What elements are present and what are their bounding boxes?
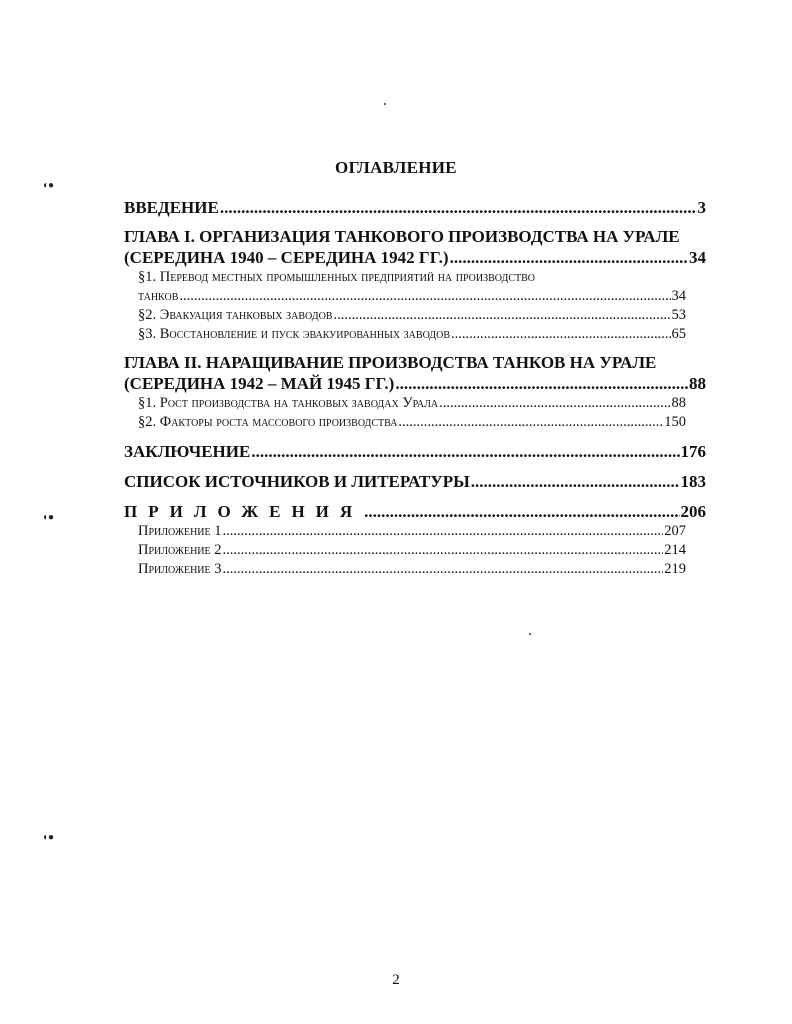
toc-entry-section-1-3 <box>124 325 686 344</box>
toc-entry-chapter-2 <box>124 373 706 394</box>
dot-leader <box>450 247 688 268</box>
dot-leader <box>251 441 679 462</box>
toc-entry-title: (СЕРЕДИНА 1940 – СЕРЕДИНА 1942 ГГ.) <box>124 248 449 267</box>
toc-entry-section-1-1 <box>124 287 686 306</box>
scan-speck <box>529 633 531 635</box>
toc-entry-section-2-2 <box>124 413 686 432</box>
toc-entry-title: §2. Факторы роста массового производства <box>138 414 398 430</box>
toc-section-1-1-title: §1. Перевод местных промышленных предприятий на производство <box>138 269 536 285</box>
dot-leader <box>223 560 664 579</box>
toc-entry-title: ЗАКЛЮЧЕНИЕ <box>124 442 251 461</box>
toc-entry-title: §1. Рост производства на танковых заводах Урала <box>138 395 439 411</box>
toc-entry-page: 88 <box>689 374 706 393</box>
toc-entry-page: 183 <box>680 472 706 491</box>
toc-entry-page: 176 <box>680 442 706 461</box>
toc-entry-page: 206 <box>680 502 706 521</box>
dot-leader <box>333 306 670 325</box>
dot-leader <box>364 501 679 522</box>
toc-entry-page: 88 <box>671 395 686 411</box>
binder-hole-mark: ◖● <box>42 832 55 843</box>
toc-entry-title: танков <box>138 288 179 304</box>
toc-entry-title: Приложение 2 <box>138 542 222 558</box>
toc-entry-introduction <box>124 197 706 218</box>
toc-entry-page: 3 <box>697 198 706 217</box>
toc-entry-appendix-2 <box>124 541 686 560</box>
toc-entry-title: §2. Эвакуация танковых заводов <box>138 307 333 323</box>
toc-entry-appendix-3 <box>124 560 686 579</box>
binder-hole-mark: ◖● <box>42 512 55 523</box>
toc-entry-page: 53 <box>671 307 686 323</box>
toc-entry-conclusion <box>124 441 706 462</box>
toc-entry-chapter-1 <box>124 247 706 268</box>
dot-leader <box>439 394 670 413</box>
toc-entry-appendices <box>124 501 706 522</box>
dot-leader <box>471 471 680 492</box>
toc-entry-title: ПРИЛОЖЕНИЯ <box>124 502 364 521</box>
toc-entry-page: 65 <box>671 326 686 342</box>
toc-entry-appendix-1 <box>124 522 686 541</box>
toc-entry-page: 150 <box>664 414 686 430</box>
toc-entry-section-1-2 <box>124 306 686 325</box>
dot-leader <box>395 373 688 394</box>
dot-leader <box>220 197 697 218</box>
toc-entry-title: ВВЕДЕНИЕ <box>124 198 219 217</box>
toc-entry-title: СПИСОК ИСТОЧНИКОВ И ЛИТЕРАТУРЫ <box>124 472 470 491</box>
toc-entry-page: 207 <box>664 523 686 539</box>
dot-leader <box>223 522 664 541</box>
toc-entry-page: 34 <box>671 288 686 304</box>
toc-entry-title: Приложение 3 <box>138 561 222 577</box>
dot-leader <box>223 541 664 560</box>
toc-heading: ОГЛАВЛЕНИЕ <box>335 158 457 177</box>
binder-hole-mark: ◖● <box>42 180 55 191</box>
table-of-contents <box>124 197 706 579</box>
dot-leader <box>398 413 663 432</box>
toc-entry-page: 214 <box>664 542 686 558</box>
toc-entry-page: 34 <box>689 248 706 267</box>
toc-chapter-2-title: ГЛАВА II. НАРАЩИВАНИЕ ПРОИЗВОДСТВА ТАНКОВ НА УРАЛЕ <box>124 353 657 372</box>
toc-entry-title: (СЕРЕДИНА 1942 – МАЙ 1945 ГГ.) <box>124 374 395 393</box>
scan-speck <box>384 103 386 105</box>
dot-leader <box>179 287 670 306</box>
dot-leader <box>451 325 670 344</box>
page-number: 2 <box>392 972 400 988</box>
toc-chapter-1-title: ГЛАВА I. ОРГАНИЗАЦИЯ ТАНКОВОГО ПРОИЗВОДСТВА НА УРАЛЕ <box>124 227 680 246</box>
toc-entry-sources <box>124 471 706 492</box>
toc-entry-title: Приложение 1 <box>138 523 222 539</box>
toc-entry-title: §3. Восстановление и пуск эвакуированных заводов <box>138 326 451 342</box>
toc-entry-page: 219 <box>664 561 686 577</box>
toc-entry-section-2-1 <box>124 394 686 413</box>
